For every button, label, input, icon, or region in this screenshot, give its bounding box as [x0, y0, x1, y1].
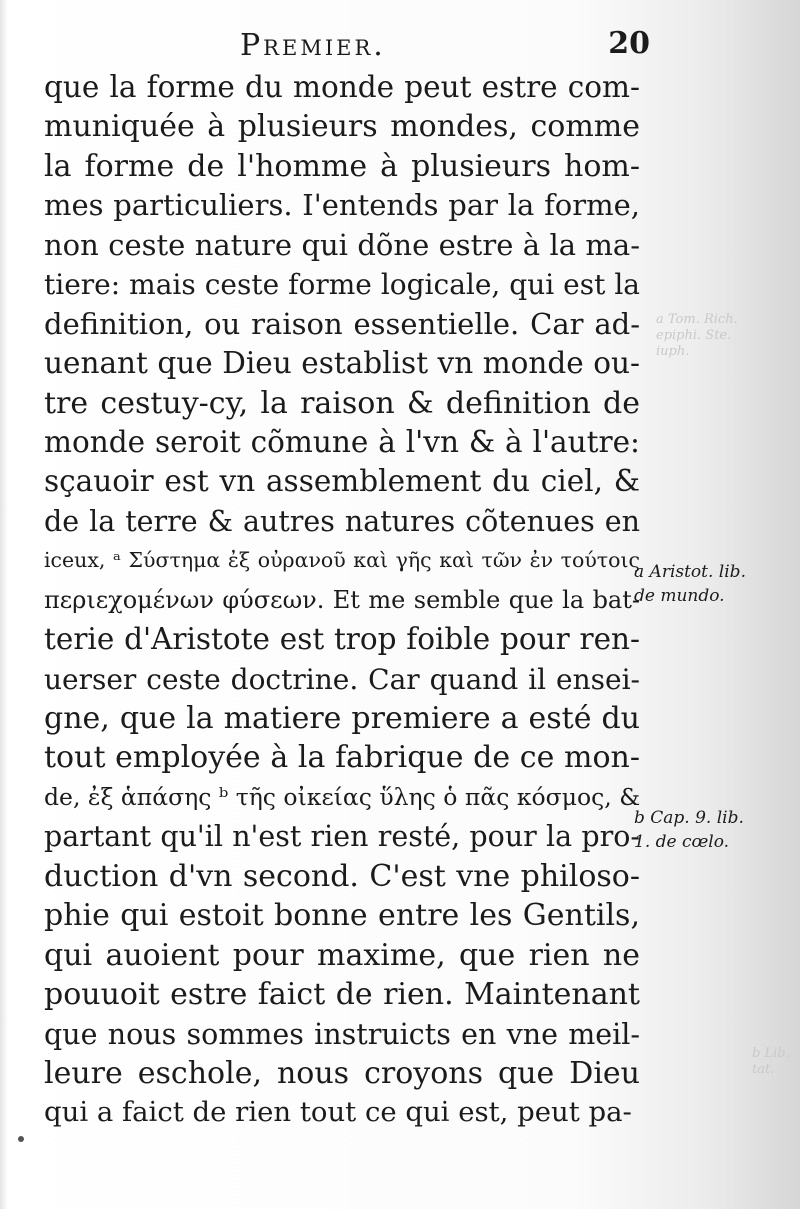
text-line: sçauoir est vn assemblement du ciel, &: [44, 464, 640, 499]
ink-speck: [18, 1136, 24, 1142]
text-line-greek: iceux, ᵃ Σύστημα ἐξ οὐρανοῦ καὶ γῆς καὶ τῶν ἐν τούτοις: [44, 548, 640, 573]
page-number: 20: [608, 26, 650, 61]
text-line: tre cestuy-cy, la raison & definition de: [44, 385, 640, 421]
text-line: mes particuliers. I'entends par la forme,: [44, 188, 640, 223]
text-line: tout employée à la fabrique de ce mon-: [44, 740, 640, 776]
bleed-through-line: a Tom. Rich.: [656, 312, 738, 327]
bleed-through-line: tat.: [752, 1062, 775, 1077]
text-line: tiere: mais ceste forme logicale, qui est la: [44, 268, 640, 302]
text-line: phie qui estoit bonne entre les Gentils,: [44, 898, 640, 934]
bleed-through-line: epiphi. Ste.: [656, 328, 732, 343]
text-line: non ceste nature qui dõne estre à la ma-: [44, 227, 640, 262]
text-line: monde seroit cõmune à l'vn & à l'autre:: [44, 424, 640, 459]
margin-note-a: [634, 560, 746, 608]
text-line: partant qu'il n'est rien resté, pour la pro-: [44, 820, 640, 854]
text-line: definition, ou raison essentielle. Car ad-: [44, 306, 640, 341]
text-line: qui a faict de rien tout ce qui est, peut pa-: [44, 1096, 632, 1129]
margin-note-a-line: a Aristot. lib.: [634, 562, 746, 582]
text-line: de la terre & autres natures cõtenues en: [44, 504, 640, 538]
margin-note-b-line: 1. de cœlo.: [634, 832, 730, 852]
text-line: la forme de l'homme à plusieurs hom-: [44, 148, 640, 184]
margin-note-b-line: b Cap. 9. lib.: [634, 808, 744, 828]
text-line: pouuoit estre faict de rien. Maintenant: [44, 977, 640, 1013]
text-line: que la forme du monde peut estre com-: [44, 70, 640, 104]
text-line-greek: περιεχομένων φύσεων. Et me semble que la bat-: [44, 585, 640, 614]
page-gutter-shadow: [0, 0, 8, 1209]
bleed-through-note-lower: [752, 1046, 790, 1078]
running-head: Premier.: [240, 28, 386, 63]
text-line: uenant que Dieu establist vn monde ou-: [44, 346, 640, 381]
bleed-through-line: b Lib.: [752, 1046, 790, 1061]
text-line: gne, que la matiere premiere a esté du: [44, 701, 640, 736]
text-line: leure eschole, nous croyons que Dieu: [44, 1055, 640, 1091]
bleed-through-note-upper: [656, 312, 738, 360]
text-line: qui auoient pour maxime, que rien ne: [44, 937, 640, 973]
text-line: duction d'vn second. C'est vne philoso-: [44, 858, 640, 894]
body-text: [44, 68, 640, 1133]
text-line: terie d'Aristote est trop foible pour ren-: [44, 622, 640, 657]
page-header: [240, 22, 650, 66]
bleed-through-line: iuph.: [656, 344, 690, 359]
text-line: que nous sommes instruicts en vne meil-: [44, 1017, 640, 1051]
margin-note-b: [634, 806, 744, 854]
text-line: uerser ceste doctrine. Car quand il ensei-: [44, 662, 640, 696]
text-line-greek: de, ἐξ ἁπάσης ᵇ τῆς οἰκείας ὕλης ὁ πᾶς κόσμος, &: [44, 782, 640, 811]
margin-note-a-line: de mundo.: [634, 586, 725, 606]
text-line: muniquée à plusieurs mondes, comme: [44, 109, 640, 145]
